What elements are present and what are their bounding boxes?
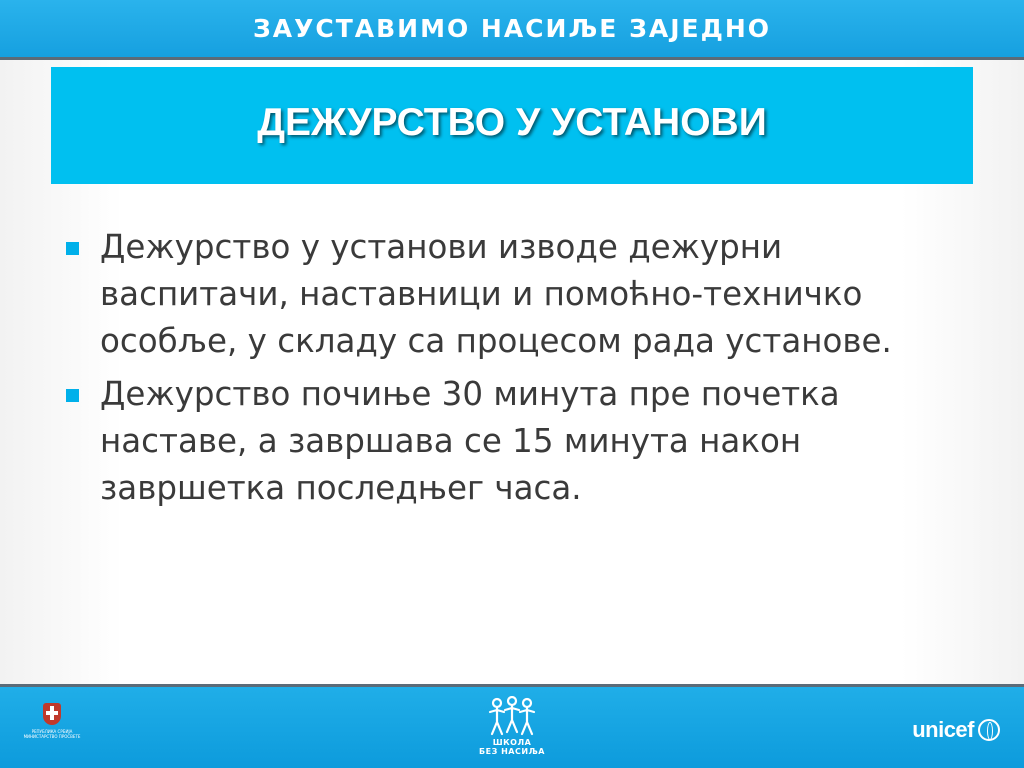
serbia-coat-of-arms-icon xyxy=(43,703,61,725)
slide-title: ДЕЖУРСТВО У УСТАНОВИ xyxy=(257,100,767,144)
unicef-globe-icon xyxy=(978,719,1000,741)
top-banner xyxy=(0,0,1024,60)
footer-bar xyxy=(0,684,1024,768)
government-caption-line: МИНИСТАРСТВО ПРОСВЕТЕ xyxy=(23,734,81,739)
government-caption-line: РЕПУБЛИКА СРБИЈА xyxy=(31,729,73,734)
unicef-logo xyxy=(912,717,1000,743)
bullet-square-icon xyxy=(66,242,79,255)
unicef-wordmark: unicef xyxy=(912,717,974,742)
bullet-item xyxy=(64,371,964,512)
government-caption xyxy=(18,729,86,739)
title-band xyxy=(51,67,973,184)
school-without-violence-logo xyxy=(478,696,546,766)
bullet-text: Дежурство у установи изводе дежурни васпитачи, наставници и помоћно-техничко особље, у складу са процесом рада установе. xyxy=(100,228,892,360)
bullet-list xyxy=(64,224,964,518)
school-without-violence-logo-icon xyxy=(482,696,542,738)
banner-title: ЗАУСТАВИМО НАСИЉЕ ЗАЈЕДНО xyxy=(252,14,772,43)
bullet-square-icon xyxy=(66,389,79,402)
bullet-item xyxy=(64,224,964,365)
bullet-text: Дежурство почиње 30 минута пре почетка наставе, а завршава се 15 минута након завршетка последњег часа. xyxy=(100,375,840,507)
government-emblem xyxy=(18,703,86,759)
school-logo-line: БЕЗ НАСИЉА xyxy=(479,747,545,756)
school-logo-line: ШКОЛА xyxy=(492,738,532,747)
